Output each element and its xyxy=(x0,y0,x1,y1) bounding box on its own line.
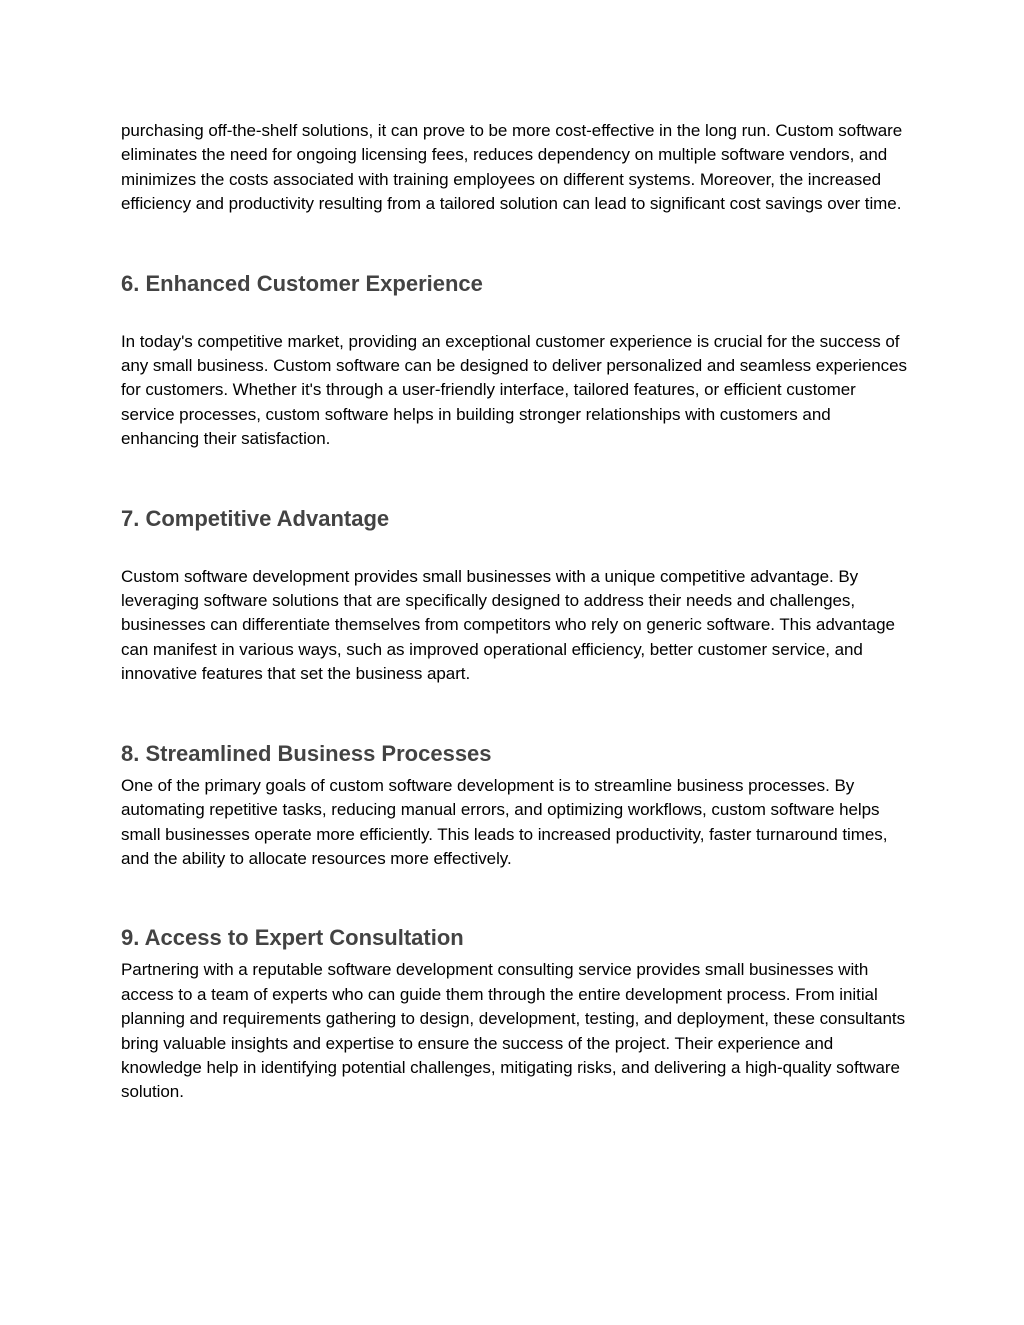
section-body-competitive-advantage: Custom software development provides small businesses with a unique competitive advantage. By leveraging software solutions that are specifically designed to address their needs and challenges, businesses can differentiate themselves from competitors who rely on generic software. This advantage can manifest in various ways, such as improved operational efficiency, better customer service, and innovative features that set the business apart. xyxy=(121,566,895,684)
section-body-enhanced-customer-experience: In today's competitive market, providing an exceptional customer experience is crucial for the success of any small business. Custom software can be designed to deliver personalized and seamless experiences for customers. Whether it's through a user-friendly interface, tailored features, or efficient customer service processes, custom software helps in building stronger relationships with customers and enhancing their satisfaction. xyxy=(121,331,907,449)
section-heading-access-to-expert-consultation: 9. Access to Expert Consultation xyxy=(121,925,464,951)
section-heading-streamlined-business-processes: 8. Streamlined Business Processes xyxy=(121,740,492,766)
section-heading-competitive-advantage: 7. Competitive Advantage xyxy=(121,505,390,531)
document-page xyxy=(121,119,907,1105)
section-body-access-to-expert-consultation: Partnering with a reputable software development consulting service provides small businesses with access to a team of experts who can guide them through the entire development process. From initial planning and requirements gathering to design, development, testing, and deployment, these consultants bring valuable insights and expertise to ensure the success of the project. Their experience and knowledge help in identifying potential challenges, mitigating risks, and delivering a high-quality software solution. xyxy=(121,960,906,1102)
intro-paragraph: purchasing off-the-shelf solutions, it can prove to be more cost-effective in the long run. Custom software eliminates the need for ongoing licensing fees, reduces dependency on multiple software vendors, and minimizes the costs associated with training employees on different systems. Moreover, the increased efficiency and productivity resulting from a tailored solution can lead to significant cost savings over time. xyxy=(121,121,903,214)
section-heading-enhanced-customer-experience: 6. Enhanced Customer Experience xyxy=(121,270,483,296)
section-body-streamlined-business-processes: One of the primary goals of custom software development is to streamline business processes. By automating repetitive tasks, reducing manual errors, and optimizing workflows, custom software helps small businesses operate more efficiently. This leads to increased productivity, faster turnaround times, and the ability to allocate resources more effectively. xyxy=(121,775,888,868)
